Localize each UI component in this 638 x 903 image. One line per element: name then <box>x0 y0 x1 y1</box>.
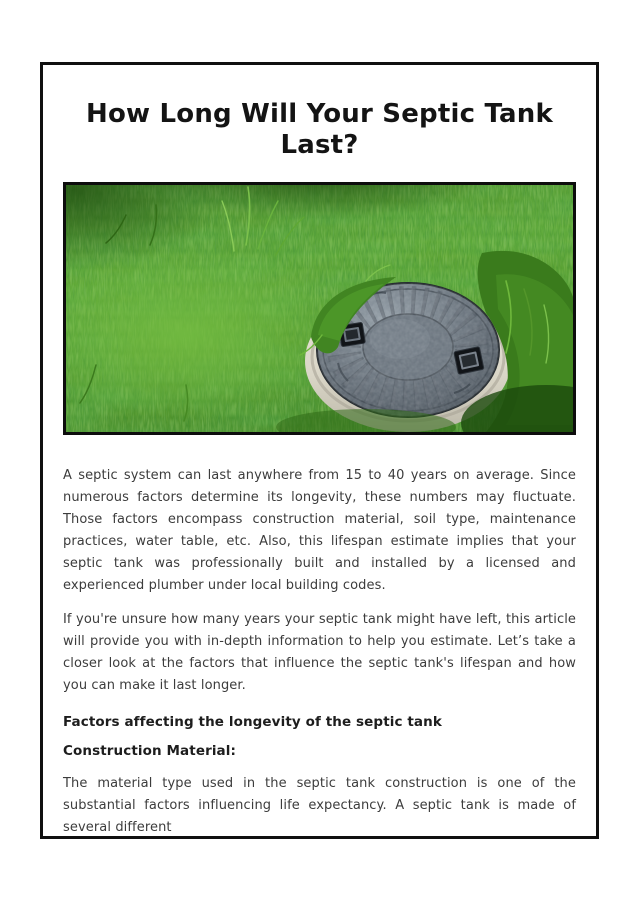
paragraph-material-type: The material type used in the septic tank construction is one of the substantial factors influencing life expectancy. A septic tank is made of several different <box>63 776 576 835</box>
paragraph-article-intro: If you're unsure how many years your septic tank might have left, this article will provide you with in-depth information to help you estimate. Let’s take a closer look at the factors that influence the septic tank's lifespan and how you can make it last longer. <box>63 612 576 693</box>
page-frame <box>40 62 599 839</box>
page-title: How Long Will Your Septic Tank Last? <box>86 99 553 160</box>
lift-handle-right <box>454 347 484 375</box>
article-body <box>63 465 576 839</box>
heading-construction-material: Construction Material: <box>63 743 236 759</box>
grass-lawn-illustration <box>66 185 573 432</box>
paragraph-lifespan-overview: A septic system can last anywhere from 15 to 40 years on average. Since numerous factors determine its longevity, these numbers may fluctuate. Those factors encompass construction material, soil type, maintenance practices, water table, etc. Also, this lifespan estimate implies that your septic tank was professionally built and installed by a licensed and experienced plumber under local building codes. <box>63 468 576 593</box>
septic-tank-photo <box>63 182 576 435</box>
heading-factors: Factors affecting the longevity of the septic tank <box>63 714 442 730</box>
